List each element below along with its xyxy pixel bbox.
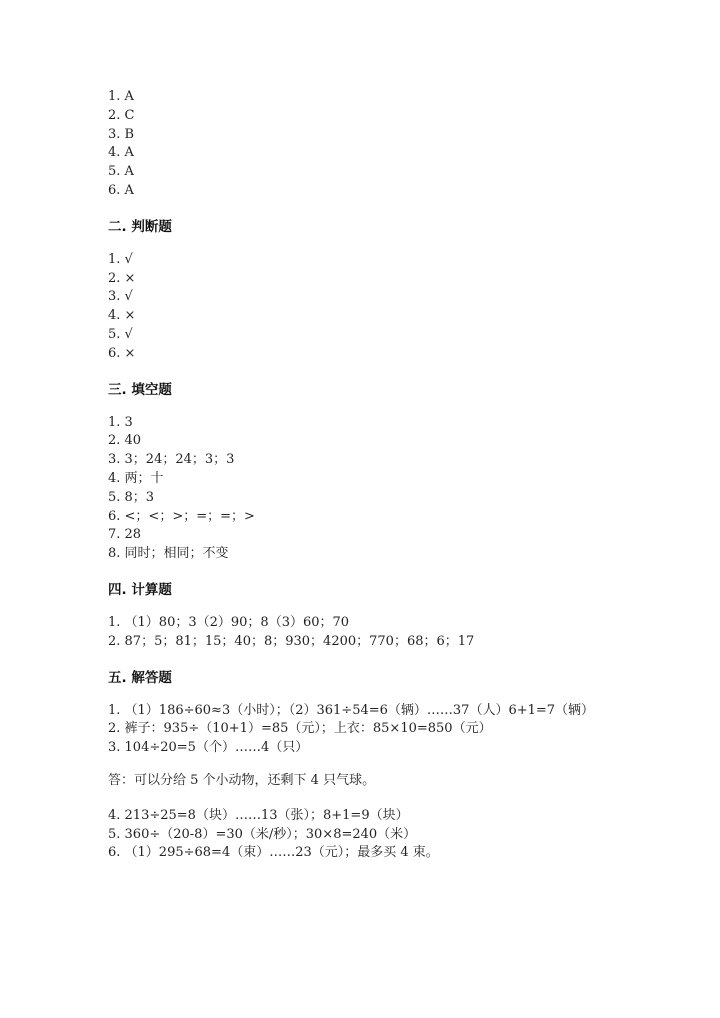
answer-line: 5. 8；3: [108, 489, 155, 505]
answer-line: 4. 213÷25=8（块）……13（张）；8+1=9（块）: [108, 807, 409, 823]
section-5-answers-part-a: [108, 702, 608, 758]
answer-line: 6. A: [108, 182, 134, 198]
answer-line: 4. 两；十: [108, 470, 164, 486]
section-2-answers: [108, 251, 608, 364]
answer-line: 2. 87；5；81；15；40；8；930；4200；770；68；6；17: [108, 633, 475, 649]
answer-line: 3. 3；24；24；3；3: [108, 452, 235, 468]
answer-line: 2. 裤子：935÷（10+1）=85（元）；上衣：85×10=850（元）: [108, 721, 492, 737]
section-3-title: 三. 填空题: [108, 381, 172, 398]
answer-line: 2. 40: [108, 433, 142, 449]
section-5-answers-part-b: [108, 807, 608, 863]
answer-line: 2. ×: [108, 270, 136, 286]
section-4-title: 四. 计算题: [108, 581, 172, 598]
answer-line: 3. 104÷20=5（个）……4（只）: [108, 740, 309, 756]
answer-line: 4. A: [108, 145, 134, 161]
answer-line: 5. 360÷（20-8）=30（米/秒）；30×8=240（米）: [108, 826, 417, 842]
answer-line: 1. （1）80；3（2）90；8（3）60；70: [108, 614, 350, 630]
answer-line: 6. （1）295÷68=4（束）……23（元）；最多买 4 束。: [108, 845, 439, 861]
answer-line: 6. ×: [108, 345, 136, 361]
answer-line: 1. A: [108, 89, 134, 104]
answer-line: 6. <；<；>；=；=；>: [108, 508, 255, 524]
answer-line: 8. 同时；相同；不变: [108, 546, 229, 562]
answer-line: 5. A: [108, 164, 134, 180]
answer-line: 7. 28: [108, 527, 142, 543]
answer-sheet: [108, 88, 608, 863]
section-5-title: 五. 解答题: [108, 669, 172, 686]
section-3-answers: [108, 414, 608, 564]
answer-line: 1. （1）186÷60≈3（小时）；（2）361÷54=6（辆）……37（人）6+1=7（辆）: [108, 702, 595, 718]
answer-line: 3. B: [108, 126, 135, 142]
answer-line: 3. √: [108, 289, 133, 305]
answer-line: 2. C: [108, 107, 135, 123]
answer-line: 1. √: [108, 251, 133, 267]
section-1-answers: [108, 88, 608, 201]
answer-line: 4. ×: [108, 308, 136, 324]
section-2-title: 二. 判断题: [108, 218, 172, 235]
answer-line: 5. √: [108, 326, 133, 342]
answer-line: 1. 3: [108, 414, 133, 430]
section-4-answers: [108, 614, 608, 652]
answer-note: 答：可以分给 5 个小动物，还剩下 4 只气球。: [108, 772, 376, 788]
